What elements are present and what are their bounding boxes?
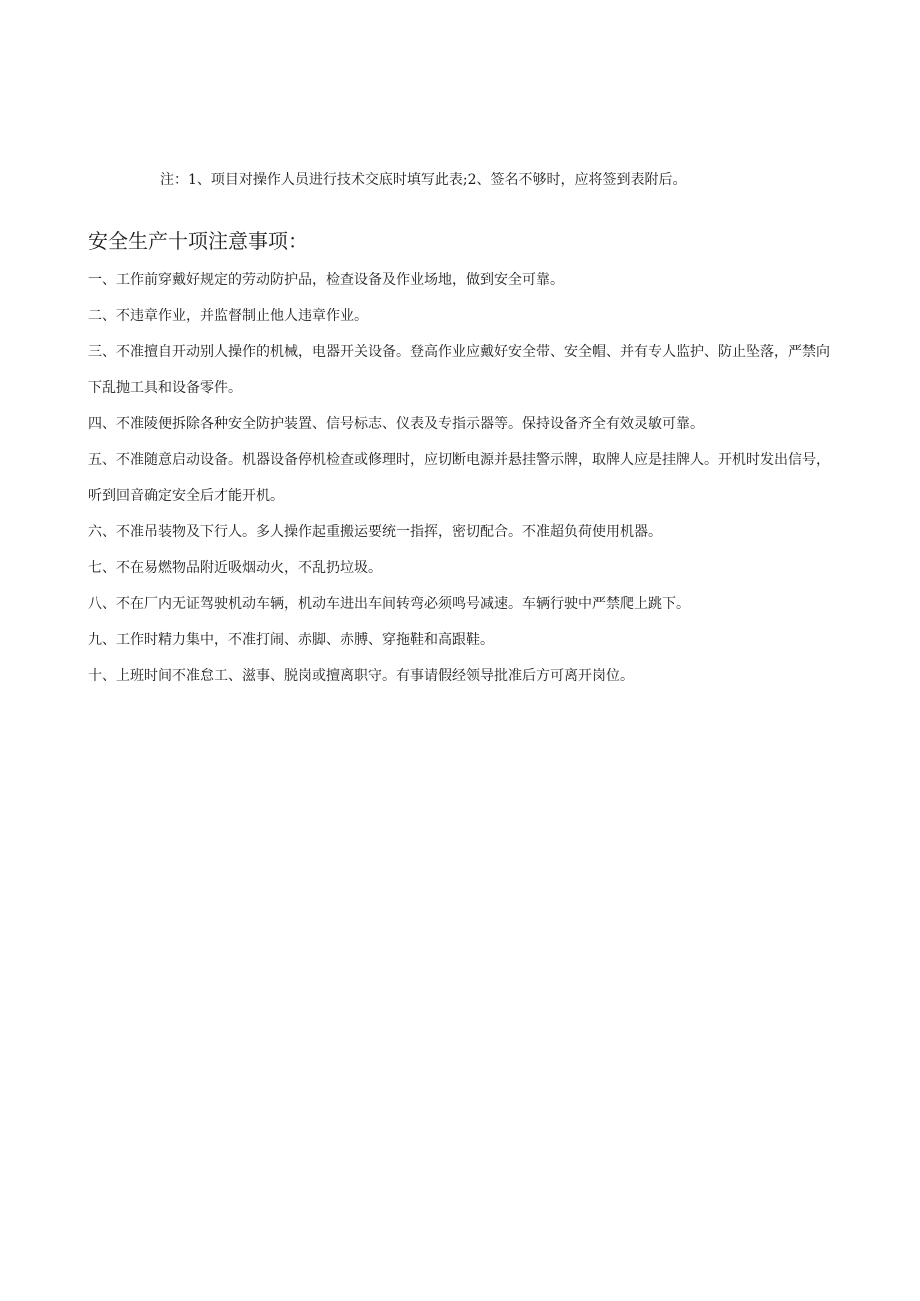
- rule-item-9: 九、工作时精力集中，不准打闹、赤脚、赤膊、穿拖鞋和高跟鞋。: [88, 632, 494, 648]
- safety-rules-list: [88, 262, 833, 694]
- section-heading: 安全生产十项注意事项：: [88, 229, 308, 253]
- rule-item-10: 十、上班时间不准怠工、滋事、脱岗或擅离职守。有事请假经领导批准后方可离开岗位。: [88, 668, 634, 684]
- rule-item-3: 三、不准擅自开动别人操作的机械，电器开关设备。登高作业应戴好安全带、安全帽、并有专人监护、防止坠落，严禁向下乱抛工具和设备零件。: [88, 344, 830, 396]
- form-note: 注：1、项目对操作人员进行技术交底时填写此表;2、签名不够时，应将签到表附后。: [160, 172, 687, 188]
- rule-item-8: 八、不在厂内无证驾驶机动车辆，机动车进出车间转弯必须鸣号减速。车辆行驶中严禁爬上跳下。: [88, 596, 690, 612]
- rule-item-4: 四、不准陵便拆除各种安全防护装置、信号标志、仪表及专指示器等。保持设备齐全有效灵敏可靠。: [88, 416, 704, 432]
- rule-item-1: 一、工作前穿戴好规定的劳动防护品，检查设备及作业场地，做到安全可靠。: [88, 272, 564, 288]
- rule-item-2: 二、不违章作业，并监督制止他人违章作业。: [88, 308, 368, 324]
- rule-item-5: 五、不准随意启动设备。机器设备停机检查或修理时，应切断电源并悬挂警示牌，取牌人应是挂牌人。开机时发出信号，听到回音确定安全后才能开机。: [88, 452, 830, 504]
- rule-item-7: 七、不在易燃物品附近吸烟动火，不乱扔垃圾。: [88, 560, 382, 576]
- rule-item-6: 六、不准吊装物及下行人。多人操作起重搬运要统一指挥，密切配合。不准超负荷使用机器。: [88, 524, 662, 540]
